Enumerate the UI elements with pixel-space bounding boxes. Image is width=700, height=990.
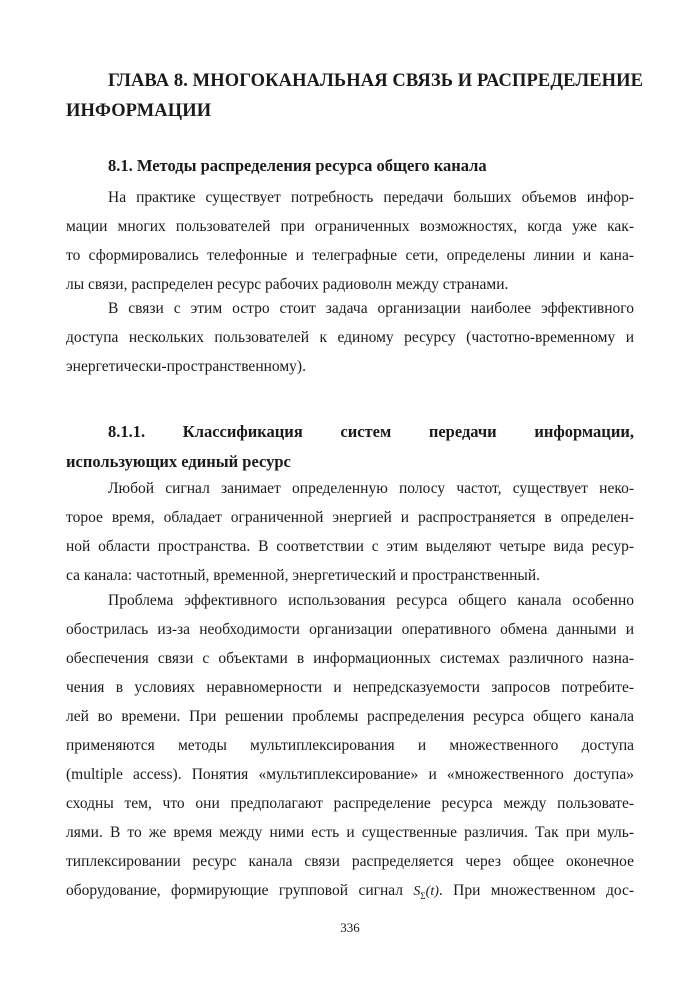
text-line: сходны тем, что они предполагают распределение ресурса между пользовате- xyxy=(66,795,634,812)
text-line-with-formula xyxy=(66,876,634,905)
text-line: доступа нескольких пользователей к единому ресурсу (частотно-временному и xyxy=(66,329,634,346)
subsection-heading xyxy=(66,417,634,477)
formula-subscript: Σ xyxy=(420,890,426,901)
text-line: мации многих пользователей при ограниченных возможностях, когда уже как- xyxy=(66,218,634,235)
text-line: (multiple access). Понятия «мультиплексирование» и «множественного доступа» xyxy=(66,766,634,783)
formula-argument: (t) xyxy=(425,884,439,899)
heading-word: информации, xyxy=(534,422,634,441)
paragraph-4 xyxy=(66,586,634,905)
chapter-title-line-1: ГЛАВА 8. МНОГОКАНАЛЬНАЯ СВЯЗЬ И РАСПРЕДЕЛЕНИЕ xyxy=(108,71,644,91)
text-line: лями. В то же время между ними есть и существенные различия. Так при муль- xyxy=(66,824,634,841)
text-line: Проблема эффективного использования ресурса общего канала особенно xyxy=(108,592,634,609)
section-heading: 8.1. Методы распределения ресурса общего канала xyxy=(108,156,487,175)
text-line: обострилась из-за необходимости организации оперативного обмена данными и xyxy=(66,621,634,638)
subsection-heading-line-1 xyxy=(66,417,634,447)
text-line: торое время, обладает ограниченной энергией и распространяется в определен- xyxy=(66,509,634,526)
text-line: На практике существует потребность передачи больших объемов инфор- xyxy=(108,189,634,206)
formula-symbol: S xyxy=(413,884,421,899)
page-number: 336 xyxy=(340,920,360,935)
text-line: лей во времени. При решении проблемы распределения ресурса общего канала xyxy=(66,708,634,725)
text-line: В связи с этим остро стоит задача организации наиболее эффективного xyxy=(108,300,634,317)
heading-word: Классификация xyxy=(182,422,303,441)
subsection-heading-line-2: использующих единый ресурс xyxy=(66,452,291,471)
text-line: обеспечения связи с объектами в информационных системах различного назна- xyxy=(66,650,634,667)
text-line: Любой сигнал занимает определенную полосу частот, существует неко- xyxy=(108,480,634,497)
text-fragment: оборудование, формирующие групповой сигнал xyxy=(66,882,404,899)
formula-s-sigma-t xyxy=(413,884,438,899)
paragraph-1 xyxy=(66,183,634,299)
paragraph-2 xyxy=(66,294,634,381)
subsection-number: 8.1.1. xyxy=(108,422,146,441)
heading-word: передачи xyxy=(428,422,497,441)
text-line: са канала: частотный, временной, энергетический и пространственный. xyxy=(66,567,540,584)
paragraph-3 xyxy=(66,474,634,590)
text-line: энергетически-пространственному). xyxy=(66,358,306,375)
text-line: лы связи, распределен ресурс рабочих радиоволн между странами. xyxy=(66,276,509,293)
text-line: типлексировании ресурс канала связи распределяется через общее оконечное xyxy=(66,853,634,870)
text-line: применяются методы мультиплексирования и множественного доступа xyxy=(66,737,634,754)
text-line: чения в условиях неравномерности и непредсказуемости запросов потребите- xyxy=(66,679,634,696)
chapter-title-line-2: ИНФОРМАЦИИ xyxy=(66,101,212,121)
text-fragment: . При множественном дос- xyxy=(438,882,635,899)
chapter-title xyxy=(66,66,644,126)
text-line: то сформировались телефонные и телеграфные сети, определены линии и кана- xyxy=(66,247,634,264)
text-line: ной области пространства. В соответствии с этим выделяют четыре вида ресур- xyxy=(66,538,634,555)
heading-word: систем xyxy=(340,422,392,441)
